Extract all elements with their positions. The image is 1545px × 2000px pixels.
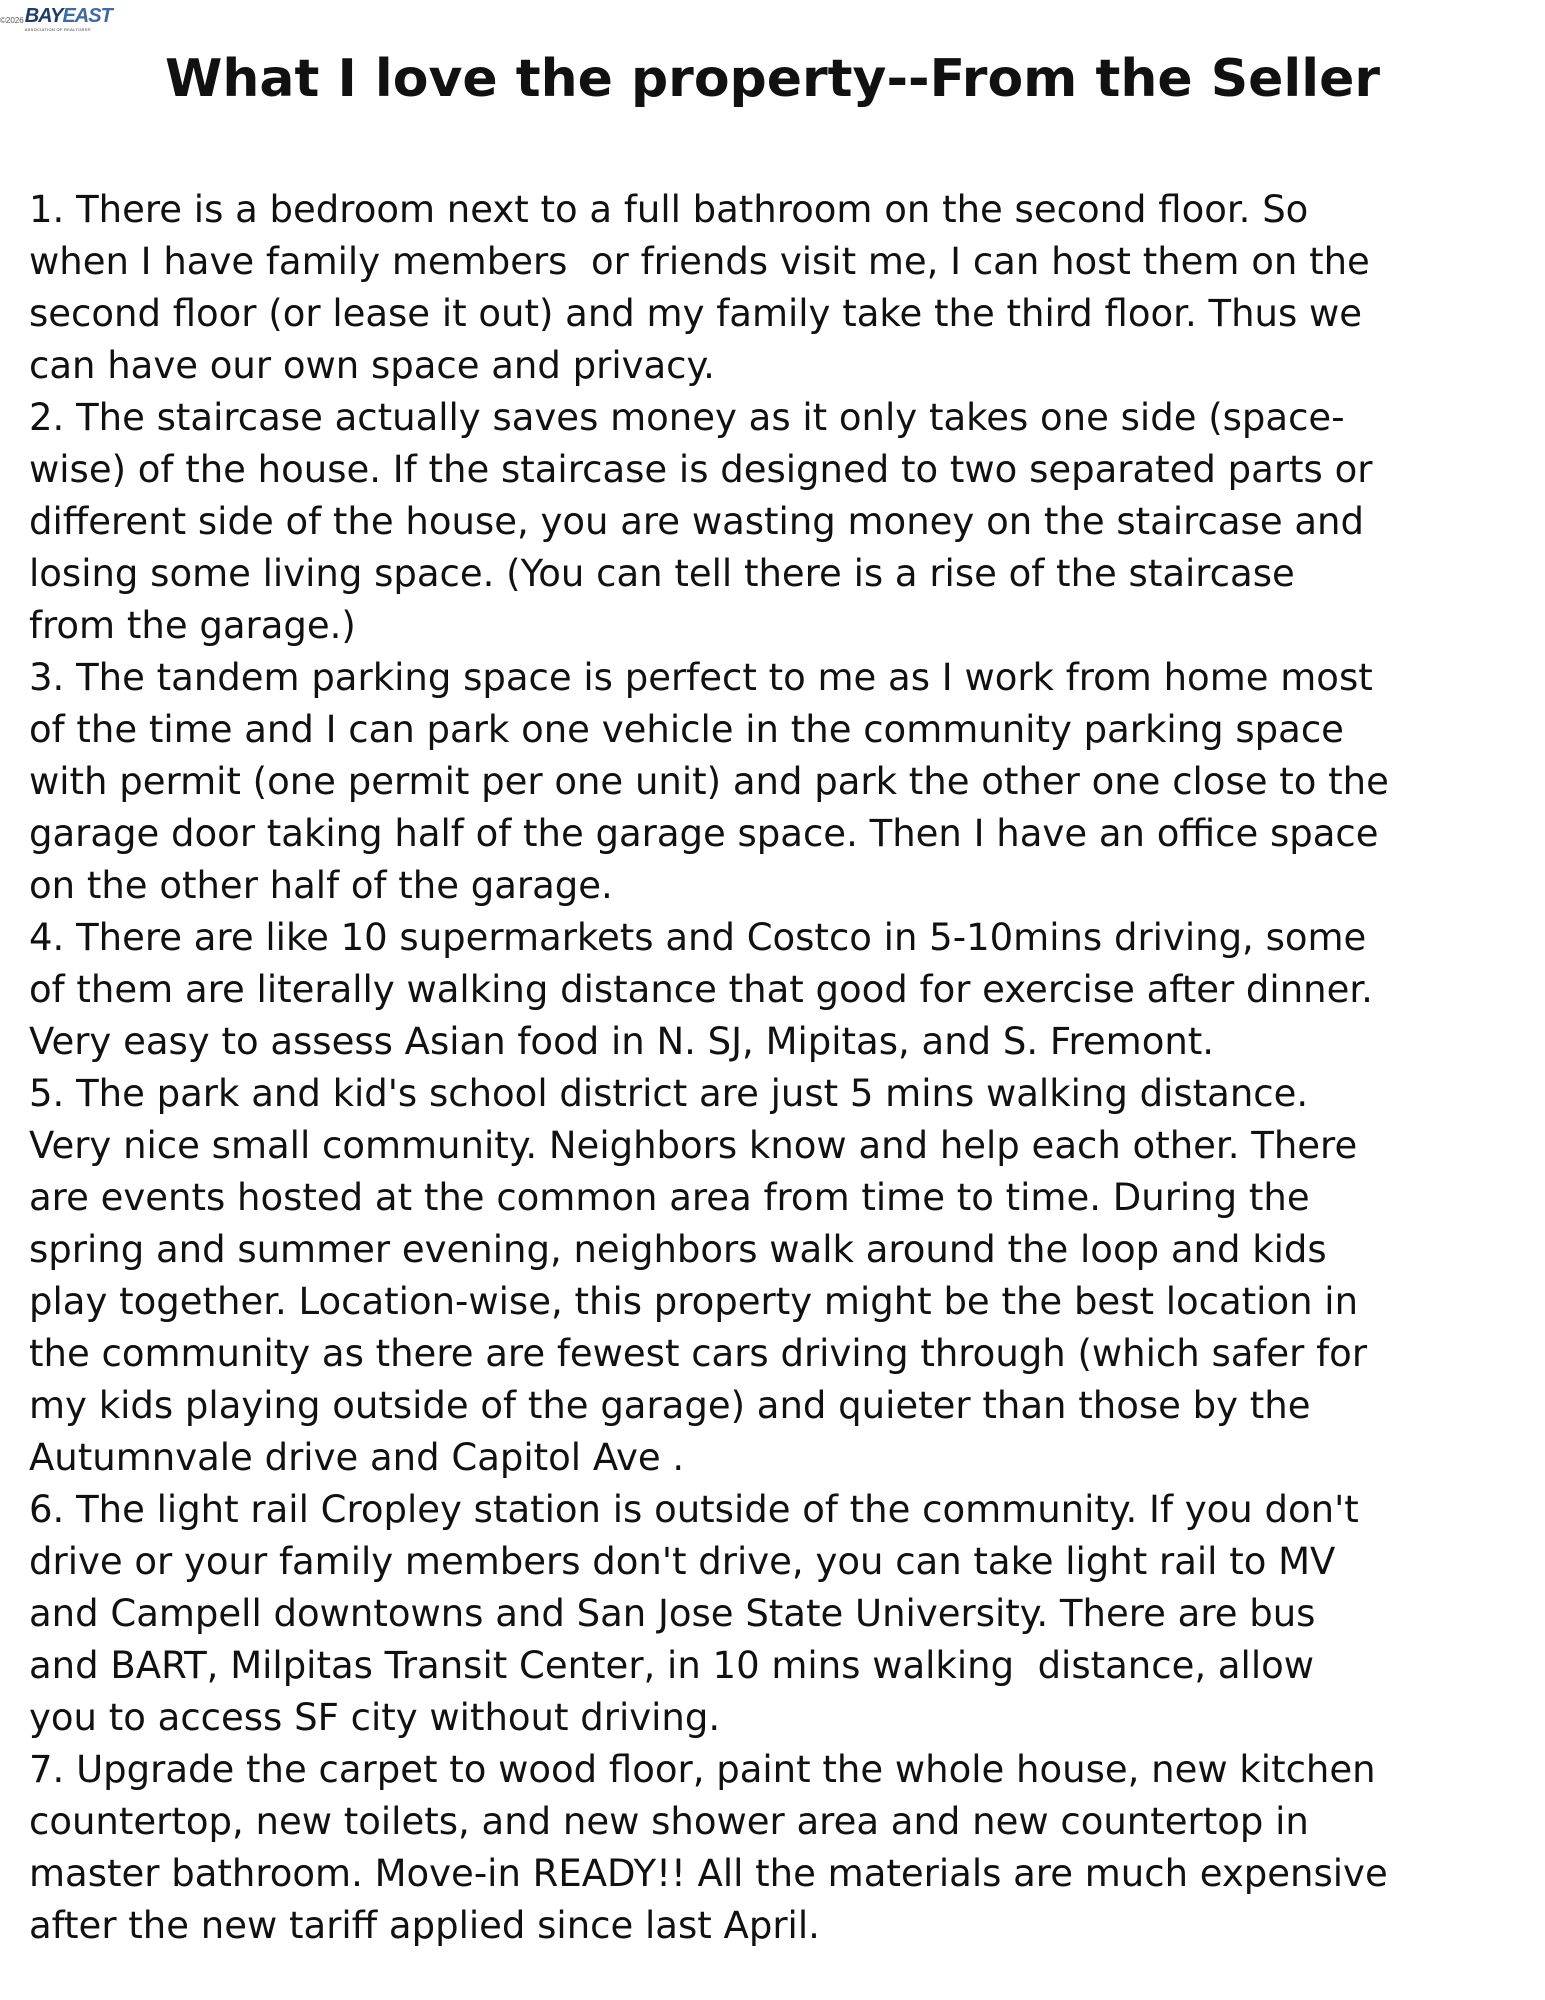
text-line: 7. Upgrade the carpet to wood floor, paint the whole house, new kitchen xyxy=(29,1748,1376,1791)
text-line: 4. There are like 10 supermarkets and Costco in 5-10mins driving, some xyxy=(29,916,1367,959)
text-line: Very easy to assess Asian food in N. SJ, Mipitas, and S. Fremont. xyxy=(29,1020,1215,1063)
text-line: are events hosted at the common area from time to time. During the xyxy=(29,1176,1310,1219)
text-line: 3. The tandem parking space is perfect to me as I work from home most xyxy=(29,656,1373,699)
text-line: 6. The light rail Cropley station is outside of the community. If you don't xyxy=(29,1488,1359,1531)
text-line: 1. There is a bedroom next to a full bathroom on the second floor. So xyxy=(29,188,1309,231)
text-line: from the garage.) xyxy=(29,604,356,647)
text-line: Autumnvale drive and Capitol Ave . xyxy=(29,1436,685,1479)
copyright-year: ©2026 xyxy=(0,16,24,25)
text-line: and Campell downtowns and San Jose State University. There are bus xyxy=(29,1592,1316,1635)
text-line: second floor (or lease it out) and my family take the third floor. Thus we xyxy=(29,292,1363,335)
text-line: my kids playing outside of the garage) and quieter than those by the xyxy=(29,1384,1311,1427)
text-line: losing some living space. (You can tell there is a rise of the staircase xyxy=(29,552,1295,595)
text-line: with permit (one permit per one unit) and park the other one close to the xyxy=(29,760,1389,803)
text-line: spring and summer evening, neighbors walk around the loop and kids xyxy=(29,1228,1327,1271)
logo-subtitle: ASSOCIATION OF REALTORS® xyxy=(24,27,91,32)
text-line: countertop, new toilets, and new shower area and new countertop in xyxy=(29,1800,1309,1843)
logo-brand xyxy=(25,6,112,26)
text-line: and BART, Milpitas Transit Center, in 10 mins walking distance, allow xyxy=(29,1644,1315,1687)
bay-east-logo xyxy=(25,6,112,32)
page-title: What I love the property--From the Seller xyxy=(165,49,1380,109)
text-line: of the time and I can park one vehicle in the community parking space xyxy=(29,708,1344,751)
text-line: garage door taking half of the garage space. Then I have an office space xyxy=(29,812,1379,855)
text-line: can have our own space and privacy. xyxy=(29,344,715,387)
text-line: Very nice small community. Neighbors know and help each other. There xyxy=(29,1124,1358,1167)
watermark xyxy=(0,6,112,34)
text-line: the community as there are fewest cars driving through (which safer for xyxy=(29,1332,1368,1375)
text-line: wise) of the house. If the staircase is designed to two separated parts or xyxy=(29,448,1373,491)
text-line: different side of the house, you are wasting money on the staircase and xyxy=(29,500,1364,543)
text-line: you to access SF city without driving. xyxy=(29,1696,721,1739)
text-line: of them are literally walking distance that good for exercise after dinner. xyxy=(29,968,1373,1011)
text-line: 2. The staircase actually saves money as it only takes one side (space- xyxy=(29,396,1345,439)
text-line: 5. The park and kid's school district are just 5 mins walking distance. xyxy=(29,1072,1309,1115)
text-line: drive or your family members don't drive, you can take light rail to MV xyxy=(29,1540,1336,1583)
text-line: master bathroom. Move-in READY!! All the materials are much expensive xyxy=(29,1852,1388,1895)
document-body xyxy=(29,184,1529,1952)
logo-brand-bay: BAY xyxy=(24,5,63,27)
text-line: play together. Location-wise, this property might be the best location in xyxy=(29,1280,1359,1323)
text-line: on the other half of the garage. xyxy=(29,864,613,907)
text-line: when I have family members or friends visit me, I can host them on the xyxy=(29,240,1370,283)
text-line: after the new tariff applied since last April. xyxy=(29,1904,820,1947)
logo-brand-east: EAST xyxy=(62,5,112,27)
